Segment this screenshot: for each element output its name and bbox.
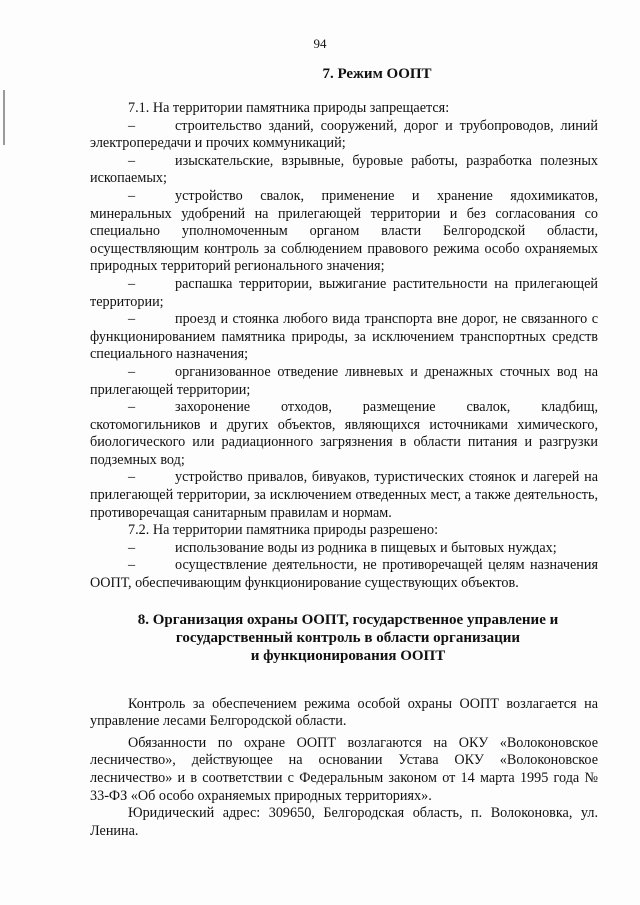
list-item: – устройство привалов, бивуаков, туристических стоянок и лагерей на прилегающей территории, за исключением отведенных мест, а также деятельность, противоречащая санитарным правилам и нормам. <box>90 469 598 521</box>
list-item: – организованное отведение ливневых и дренажных сточных вод на прилегающей территории; <box>90 363 598 398</box>
permitted-list <box>90 540 598 593</box>
legal-address-paragraph: Юридический адрес: 309650, Белгородская область, п. Волоконовка, ул. Ленина. <box>90 805 598 839</box>
list-dash: – <box>128 399 136 416</box>
page-number: 94 <box>313 36 327 51</box>
document-body <box>90 62 598 840</box>
list-item: – изыскательские, взрывные, буровые работы, разработка полезных ископаемых; <box>90 152 598 187</box>
list-dash: – <box>128 311 136 328</box>
section-8-heading: 8. Организация охраны ООПТ, государственное управление и государственный контроль в области организации и функционирования ООПТ <box>137 611 559 664</box>
list-item: – осуществление деятельности, не противоречащей целям назначения ООПТ, обеспечивающим функционирование существующих объектов. <box>90 557 598 592</box>
list-dash: – <box>128 557 136 574</box>
list-item: – строительство зданий, сооружений, дорог и трубопроводов, линий электропередачи и прочих коммуникаций; <box>90 117 598 152</box>
scan-margin-mark <box>3 90 5 145</box>
list-dash: – <box>128 469 136 486</box>
list-item: – использование воды из родника в пищевых и бытовых нуждах; <box>128 539 557 556</box>
list-item: – распашка территории, выжигание растительности на прилегающей территории; <box>90 275 598 310</box>
list-dash: – <box>128 117 136 134</box>
list-dash: – <box>128 539 136 556</box>
list-dash: – <box>128 363 136 380</box>
list-item: – захоронение отходов, размещение свалок, кладбищ, скотомогильников и других объектов, являющихся источниками химического, биологического или радиационного загрязнения в области питания и разгрузки подземных вод; <box>90 399 598 468</box>
list-dash: – <box>128 275 136 292</box>
control-paragraph: Контроль за обеспечением режима особой охраны ООПТ возлагается на управление лесами Белгородской области. <box>90 695 598 730</box>
prohibited-list <box>90 118 598 523</box>
clause-7-2-intro: 7.2. На территории памятника природы разрешено: <box>128 522 439 539</box>
protection-duties-paragraph: Обязанности по охране ООПТ возлагаются на ОКУ «Волоконовское лесничество», действующее на основании Устава ОКУ «Волоконовское лесничество» и в соответствии с Федеральным законом от 14 марта 1995 года № 33-ФЗ «Об особо охраняемых природных территориях». <box>90 734 598 804</box>
list-item: – проезд и стоянка любого вида транспорта вне дорог, не связанного с функционированием памятника природы, за исключением транспортных средств специального назначения; <box>90 311 598 363</box>
list-dash: – <box>128 152 136 169</box>
clause-7-1-intro: 7.1. На территории памятника природы запрещается: <box>128 100 450 116</box>
list-dash: – <box>128 187 136 204</box>
list-item: – устройство свалок, применение и хранение ядохимикатов, минеральных удобрений на прилегающей территории и без согласования со специально уполномоченным органом власти Белгородской области, осуществляющим контроль за соблюдением правового режима особо охраняемых природных территорий регионального значения; <box>90 187 598 275</box>
section-7-heading: 7. Режим ООПТ <box>322 66 432 82</box>
